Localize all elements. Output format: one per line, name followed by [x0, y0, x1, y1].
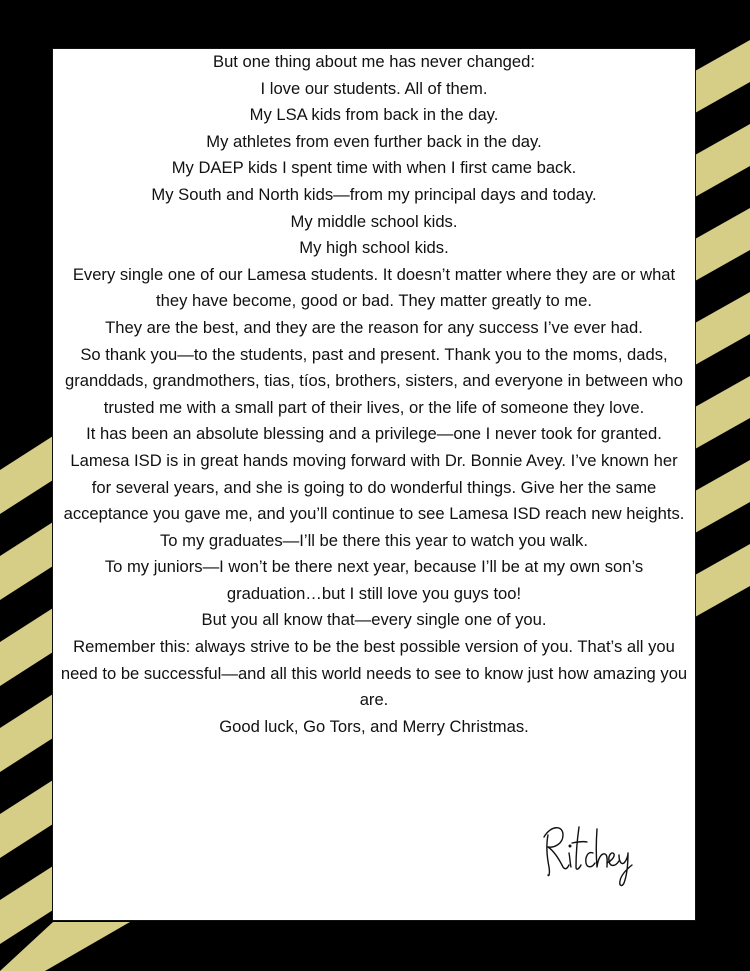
- letter-paragraph: To my graduates—I’ll be there this year to watch you walk.: [160, 530, 588, 550]
- letter-paragraph: It has been an absolute blessing and a privilege—one I never took for granted.: [86, 424, 662, 444]
- letter-paragraph: My South and North kids—from my principal days and today.: [151, 184, 597, 204]
- letter-paragraph: Good luck, Go Tors, and Merry Christmas.: [219, 716, 529, 736]
- letter-paragraph: But one thing about me has never changed:: [213, 52, 535, 71]
- letter-paragraph: Every single one of our Lamesa students. It doesn’t matter where they are or what they have become, good or bad. They matter greatly to me.: [72, 264, 676, 311]
- letter-paragraph: So thank you—to the students, past and present. Thank you to the moms, dads, granddads, grandmothers, tias, tíos, brothers, sisters, and everyone in between who trusted me with a small part of their lives, or the life of someone they love.: [65, 344, 683, 417]
- letter-page: [53, 49, 695, 920]
- letter-paragraph: Remember this: always strive to be the best possible version of you. That’s all you need to be successful—and all this world needs to see to know just how amazing you are.: [60, 637, 688, 710]
- letter-paragraph: My DAEP kids I spent time with when I first came back.: [171, 158, 577, 178]
- letter-paragraph: To my juniors—I won’t be there next year, because I’ll be at my own son’s graduation…but I still love you guys too!: [104, 557, 644, 603]
- letter-paragraph: My high school kids.: [299, 238, 449, 258]
- letter-paragraph: I love our students. All of them.: [260, 78, 488, 98]
- letter-paragraph: But you all know that—every single one of you.: [201, 610, 547, 630]
- letter-paragraph: They are the best, and they are the reason for any success I’ve ever had.: [105, 317, 643, 337]
- letter-paragraph: My LSA kids from back in the day.: [249, 105, 499, 125]
- letter-body: [59, 49, 689, 740]
- letter-paragraph: My middle school kids.: [290, 211, 458, 231]
- handwritten-signature: [539, 815, 639, 887]
- letter-paragraph: My athletes from even further back in the day.: [206, 131, 542, 151]
- letter-paragraph: Lamesa ISD is in great hands moving forward with Dr. Bonnie Avey. I’ve known her for several years, and she is going to do wonderful things. Give her the same acceptance you gave me, and you’ll continue to see Lamesa ISD reach new heights.: [63, 450, 685, 524]
